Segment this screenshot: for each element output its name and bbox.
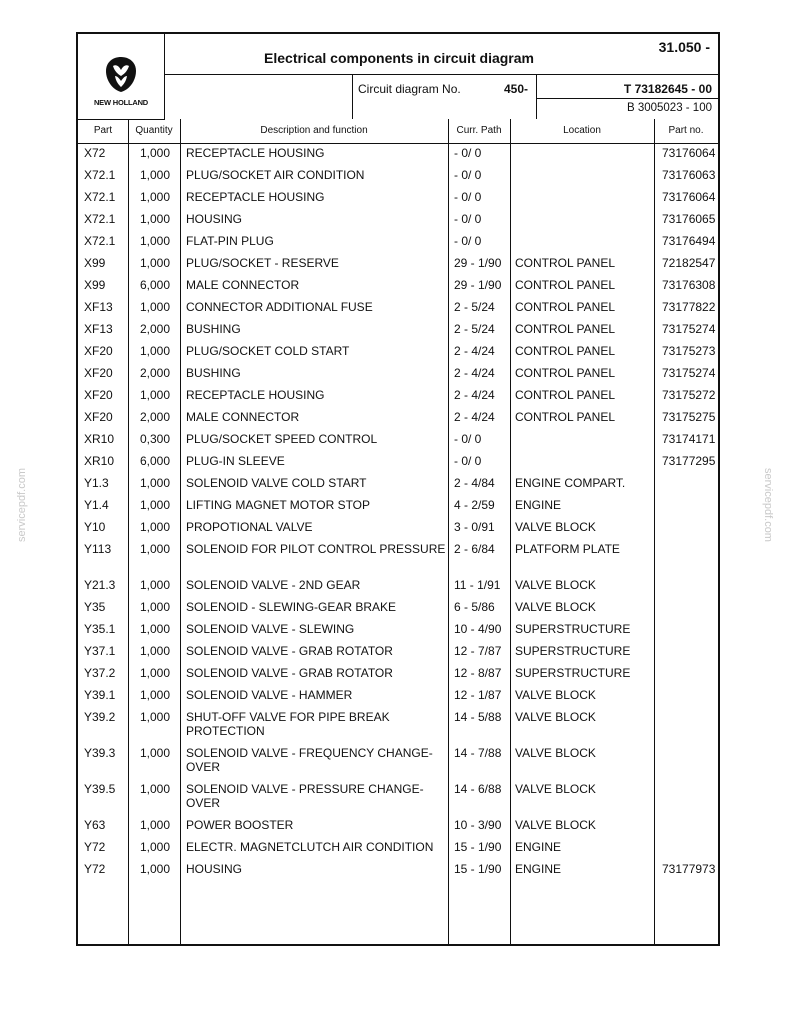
cell-location: ENGINE	[515, 498, 562, 512]
cell-quantity: 1,000	[140, 234, 171, 248]
document-subcode: B 3005023 - 100	[626, 102, 712, 114]
watermark-left: servicepdf.com	[16, 468, 28, 542]
table-row	[78, 688, 718, 710]
cell-curr-path: 2 - 5/24	[454, 300, 495, 314]
cell-part: Y21.3	[84, 578, 116, 592]
cell-description: SOLENOID VALVE - PRESSURE CHANGE-OVER	[186, 782, 424, 810]
cell-curr-path: 2 - 4/24	[454, 410, 495, 424]
cell-quantity: 1,000	[140, 746, 171, 760]
cell-curr-path: 12 - 1/87	[454, 688, 502, 702]
cell-quantity: 1,000	[140, 168, 171, 182]
cell-part: XF20	[84, 410, 113, 424]
cell-part: XF13	[84, 322, 113, 336]
cell-quantity: 1,000	[140, 520, 171, 534]
cell-part: Y35.1	[84, 622, 116, 636]
cell-description: SOLENOID VALVE COLD START	[186, 476, 367, 490]
cell-curr-path: - 0/ 0	[454, 146, 482, 160]
cell-quantity: 2,000	[140, 322, 171, 336]
page-title: Electrical components in circuit diagram	[264, 50, 534, 66]
table-row	[78, 578, 718, 600]
cell-part: X72.1	[84, 190, 116, 204]
table-row	[78, 862, 718, 884]
cell-description: MALE CONNECTOR	[186, 278, 300, 292]
cell-part: X72.1	[84, 212, 116, 226]
cell-curr-path: 3 - 0/91	[454, 520, 495, 534]
cell-description: RECEPTACLE HOUSING	[186, 190, 325, 204]
table-row	[78, 782, 718, 818]
cell-location: CONTROL PANEL	[515, 344, 616, 358]
cell-location: SUPERSTRUCTURE	[515, 622, 631, 636]
cell-description: SOLENOID VALVE - FREQUENCY CHANGE-OVER	[186, 746, 433, 774]
cell-curr-path: - 0/ 0	[454, 190, 482, 204]
parts-table-body	[78, 146, 718, 884]
table-row	[78, 644, 718, 666]
cell-description: LIFTING MAGNET MOTOR STOP	[186, 498, 371, 512]
table-row	[78, 388, 718, 410]
cell-description: SHUT-OFF VALVE FOR PIPE BREAK PROTECTION	[186, 710, 390, 738]
table-row	[78, 432, 718, 454]
cell-location: VALVE BLOCK	[515, 688, 596, 702]
cell-curr-path: 15 - 1/90	[454, 862, 502, 876]
cell-quantity: 1,000	[140, 818, 171, 832]
cell-description: SOLENOID VALVE - GRAB ROTATOR	[186, 666, 393, 680]
document-code: T 73182645 - 00	[623, 82, 712, 96]
cell-curr-path: 29 - 1/90	[454, 256, 502, 270]
table-row	[78, 666, 718, 688]
new-holland-leaf-logo	[101, 54, 141, 94]
cell-location: PLATFORM PLATE	[515, 542, 620, 556]
table-row	[78, 746, 718, 782]
cell-quantity: 1,000	[140, 782, 171, 796]
cell-description: RECEPTACLE HOUSING	[186, 388, 325, 402]
cell-description: SOLENOID VALVE - GRAB ROTATOR	[186, 644, 393, 658]
cell-location: VALVE BLOCK	[515, 710, 596, 724]
cell-part-no: 73176308	[662, 278, 716, 292]
cell-part: Y113	[84, 542, 112, 556]
table-row	[78, 520, 718, 542]
cell-description: POWER BOOSTER	[186, 818, 294, 832]
header-curr-path: Curr. Path	[456, 125, 502, 136]
cell-description: PLUG/SOCKET SPEED CONTROL	[186, 432, 378, 446]
cell-part-no: 73176064	[662, 146, 716, 160]
cell-description: FLAT-PIN PLUG	[186, 234, 274, 248]
table-row	[78, 498, 718, 520]
table-row	[78, 256, 718, 278]
cell-location: VALVE BLOCK	[515, 746, 596, 760]
table-row	[78, 710, 718, 746]
cell-part-no: 73175274	[662, 366, 716, 380]
cell-part: X72.1	[84, 168, 116, 182]
cell-part-no: 72182547	[662, 256, 716, 270]
cell-description: RECEPTACLE HOUSING	[186, 146, 325, 160]
cell-part: Y72	[84, 862, 106, 876]
cell-description: PLUG/SOCKET COLD START	[186, 344, 350, 358]
cell-quantity: 1,000	[140, 300, 171, 314]
cell-quantity: 1,000	[140, 710, 171, 724]
cell-location: SUPERSTRUCTURE	[515, 666, 631, 680]
divider	[536, 74, 537, 119]
divider	[536, 98, 718, 99]
cell-quantity: 6,000	[140, 278, 171, 292]
cell-quantity: 1,000	[140, 190, 171, 204]
table-row	[78, 818, 718, 840]
cell-curr-path: 29 - 1/90	[454, 278, 502, 292]
cell-location: VALVE BLOCK	[515, 578, 596, 592]
page-number: 31.050 -	[658, 39, 710, 55]
cell-location: CONTROL PANEL	[515, 410, 616, 424]
cell-curr-path: 6 - 5/86	[454, 600, 495, 614]
cell-location: VALVE BLOCK	[515, 818, 596, 832]
cell-curr-path: 2 - 4/24	[454, 366, 495, 380]
watermark-right: servicepdf.com	[762, 468, 774, 542]
cell-curr-path: 2 - 4/24	[454, 388, 495, 402]
cell-part: Y39.2	[84, 710, 116, 724]
cell-part: Y39.5	[84, 782, 116, 796]
cell-description: SOLENOID - SLEWING-GEAR BRAKE	[186, 600, 397, 614]
header-description: Description and function	[260, 125, 368, 136]
cell-curr-path: - 0/ 0	[454, 168, 482, 182]
cell-part: XR10	[84, 454, 115, 468]
cell-part: XF13	[84, 300, 113, 314]
cell-part: Y35	[84, 600, 106, 614]
cell-curr-path: 12 - 7/87	[454, 644, 502, 658]
cell-quantity: 1,000	[140, 578, 171, 592]
table-row	[78, 542, 718, 578]
cell-quantity: 1,000	[140, 388, 171, 402]
cell-curr-path: - 0/ 0	[454, 212, 482, 226]
cell-curr-path: 14 - 6/88	[454, 782, 502, 796]
cell-curr-path: - 0/ 0	[454, 234, 482, 248]
cell-quantity: 1,000	[140, 862, 171, 876]
cell-curr-path: 10 - 3/90	[454, 818, 502, 832]
cell-location: ENGINE COMPART.	[515, 476, 626, 490]
cell-location: VALVE BLOCK	[515, 600, 596, 614]
cell-part-no: 73176065	[662, 212, 716, 226]
cell-quantity: 1,000	[140, 688, 171, 702]
cell-location: CONTROL PANEL	[515, 322, 616, 336]
cell-quantity: 0,300	[140, 432, 171, 446]
cell-part: XF20	[84, 366, 113, 380]
table-row	[78, 322, 718, 344]
cell-location: CONTROL PANEL	[515, 388, 616, 402]
cell-part: XF20	[84, 388, 113, 402]
cell-description: HOUSING	[186, 212, 243, 226]
cell-part: X72	[84, 146, 106, 160]
cell-curr-path: 4 - 2/59	[454, 498, 495, 512]
cell-curr-path: 14 - 7/88	[454, 746, 502, 760]
cell-part: X72.1	[84, 234, 116, 248]
cell-description: MALE CONNECTOR	[186, 410, 300, 424]
cell-quantity: 6,000	[140, 454, 171, 468]
cell-description: PLUG/SOCKET - RESERVE	[186, 256, 339, 270]
cell-part-no: 73175273	[662, 344, 716, 358]
header-part-no: Part no.	[668, 125, 704, 136]
cell-quantity: 1,000	[140, 256, 171, 270]
header-quantity: Quantity	[135, 125, 173, 136]
cell-quantity: 1,000	[140, 840, 171, 854]
cell-description: SOLENOID VALVE - HAMMER	[186, 688, 353, 702]
cell-curr-path: 14 - 5/88	[454, 710, 502, 724]
cell-part-no: 73176494	[662, 234, 716, 248]
cell-curr-path: 15 - 1/90	[454, 840, 502, 854]
table-row	[78, 454, 718, 476]
table-row	[78, 300, 718, 322]
cell-curr-path: - 0/ 0	[454, 432, 482, 446]
cell-location: VALVE BLOCK	[515, 782, 596, 796]
circuit-diagram-label: Circuit diagram No.	[358, 82, 461, 96]
cell-location: CONTROL PANEL	[515, 256, 616, 270]
cell-curr-path: 12 - 8/87	[454, 666, 502, 680]
parts-sheet	[76, 32, 720, 946]
cell-curr-path: 11 - 1/91	[454, 578, 501, 592]
table-row	[78, 840, 718, 862]
table-row	[78, 168, 718, 190]
cell-description: PLUG/SOCKET AIR CONDITION	[186, 168, 365, 182]
cell-quantity: 2,000	[140, 410, 171, 424]
header-part: Part	[93, 125, 113, 136]
table-row	[78, 146, 718, 168]
cell-description: BUSHING	[186, 322, 241, 336]
cell-quantity: 1,000	[140, 600, 171, 614]
table-row	[78, 278, 718, 300]
cell-part-no: 73177973	[662, 862, 716, 876]
cell-curr-path: 2 - 6/84	[454, 542, 495, 556]
cell-part-no: 73177295	[662, 454, 716, 468]
cell-description: HOUSING	[186, 862, 243, 876]
table-row	[78, 600, 718, 622]
cell-quantity: 1,000	[140, 644, 171, 658]
cell-part: Y39.1	[84, 688, 116, 702]
cell-location: CONTROL PANEL	[515, 366, 616, 380]
cell-description: ELECTR. MAGNETCLUTCH AIR CONDITION	[186, 840, 434, 854]
cell-part-no: 73175275	[662, 410, 716, 424]
cell-quantity: 1,000	[140, 146, 171, 160]
cell-quantity: 1,000	[140, 666, 171, 680]
cell-location: VALVE BLOCK	[515, 520, 596, 534]
cell-quantity: 1,000	[140, 476, 171, 490]
cell-quantity: 1,000	[140, 542, 171, 556]
cell-part: XR10	[84, 432, 115, 446]
divider	[164, 74, 718, 75]
table-row	[78, 410, 718, 432]
table-row	[78, 190, 718, 212]
logo-block	[78, 34, 165, 120]
cell-location: SUPERSTRUCTURE	[515, 644, 631, 658]
cell-description: CONNECTOR ADDITIONAL FUSE	[186, 300, 373, 314]
cell-quantity: 1,000	[140, 622, 171, 636]
column-header	[78, 119, 718, 144]
table-row	[78, 344, 718, 366]
cell-part-no: 73175274	[662, 322, 716, 336]
cell-part: Y1.3	[84, 476, 109, 490]
cell-part-no: 73177822	[662, 300, 716, 314]
cell-part: XF20	[84, 344, 113, 358]
table-row	[78, 622, 718, 644]
cell-part-no: 73176064	[662, 190, 716, 204]
table-row	[78, 476, 718, 498]
cell-description: PROPOTIONAL VALVE	[186, 520, 313, 534]
cell-quantity: 1,000	[140, 344, 171, 358]
cell-location: CONTROL PANEL	[515, 278, 616, 292]
cell-description: BUSHING	[186, 366, 241, 380]
cell-curr-path: 2 - 4/24	[454, 344, 495, 358]
cell-part-no: 73175272	[662, 388, 716, 402]
table-row	[78, 366, 718, 388]
divider	[352, 74, 353, 119]
cell-part: X99	[84, 278, 106, 292]
cell-description: SOLENOID VALVE - SLEWING	[186, 622, 355, 636]
cell-part-no: 73174171	[662, 432, 716, 446]
table-row	[78, 212, 718, 234]
cell-description: SOLENOID VALVE - 2ND GEAR	[186, 578, 361, 592]
cell-quantity: 2,000	[140, 366, 171, 380]
cell-location: CONTROL PANEL	[515, 300, 616, 314]
header-location: Location	[563, 125, 601, 136]
cell-curr-path: 10 - 4/90	[454, 622, 502, 636]
cell-curr-path: 2 - 5/24	[454, 322, 495, 336]
cell-description: SOLENOID FOR PILOT CONTROL PRESSURE	[186, 542, 446, 556]
cell-part: X99	[84, 256, 106, 270]
cell-part: Y39.3	[84, 746, 116, 760]
cell-part: Y37.1	[84, 644, 116, 658]
cell-location: ENGINE	[515, 840, 562, 854]
brand-label: NEW HOLLAND	[93, 98, 149, 107]
cell-part: Y72	[84, 840, 106, 854]
cell-part-no: 73176063	[662, 168, 716, 182]
circuit-diagram-number: 450-	[504, 82, 529, 96]
cell-curr-path: - 0/ 0	[454, 454, 482, 468]
cell-part: Y37.2	[84, 666, 116, 680]
table-row	[78, 234, 718, 256]
cell-quantity: 1,000	[140, 212, 171, 226]
cell-curr-path: 2 - 4/84	[454, 476, 495, 490]
cell-location: ENGINE	[515, 862, 562, 876]
cell-quantity: 1,000	[140, 498, 171, 512]
cell-part: Y1.4	[84, 498, 109, 512]
cell-description: PLUG-IN SLEEVE	[186, 454, 285, 468]
cell-part: Y10	[84, 520, 106, 534]
cell-part: Y63	[84, 818, 106, 832]
